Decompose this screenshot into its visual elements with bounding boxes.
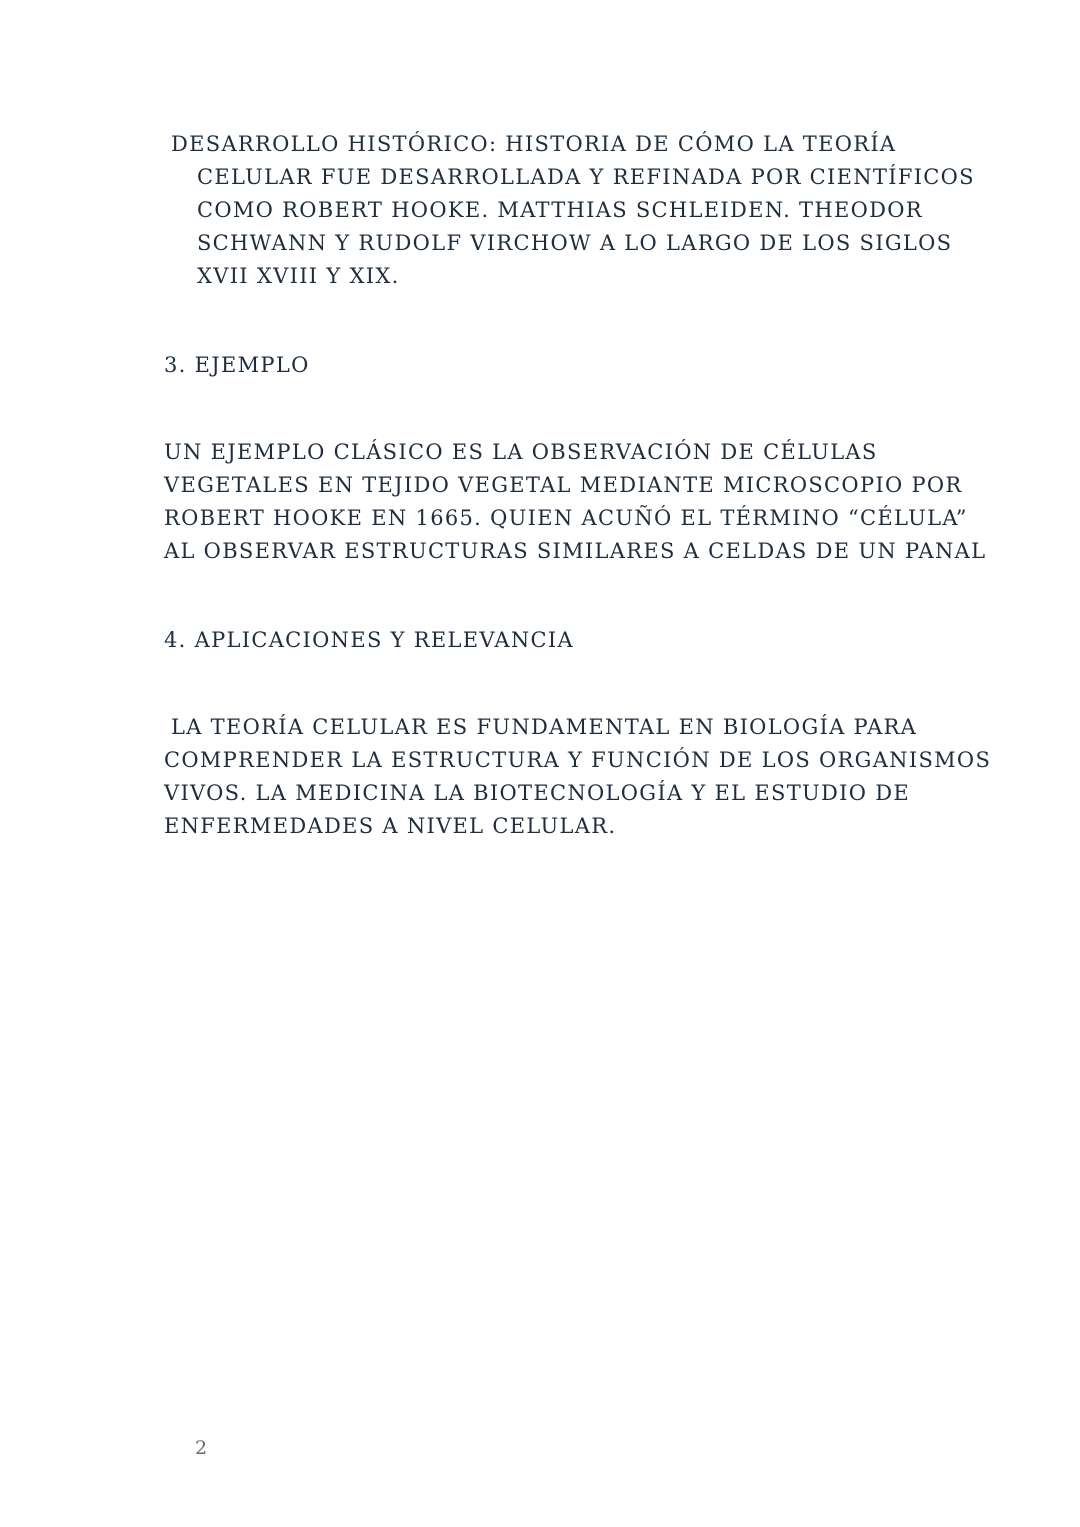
text-line: UN EJEMPLO CLÁSICO ES LA OBSERVACIÓN DE CÉLULAS <box>164 440 878 464</box>
ejemplo-paragraph <box>164 436 986 568</box>
text-line: LA TEORÍA CELULAR ES FUNDAMENTAL EN BIOLOGÍA PARA <box>171 715 918 739</box>
aplicaciones-paragraph-continuation <box>164 744 991 843</box>
aplicaciones-paragraph-first-line <box>171 711 917 744</box>
historico-paragraph-first-line <box>171 128 896 161</box>
text-line: ENFERMEDADES A NIVEL CELULAR. <box>164 814 617 838</box>
text-line: VIVOS. LA MEDICINA LA BIOTECNOLOGÍA Y EL ESTUDIO DE <box>164 781 910 805</box>
page-number: 2 <box>195 1437 208 1459</box>
text-line: AL OBSERVAR ESTRUCTURAS SIMILARES A CELDAS DE UN PANAL <box>164 539 987 563</box>
text-line: VEGETALES EN TEJIDO VEGETAL MEDIANTE MICROSCOPIO POR <box>164 473 963 497</box>
section-heading-ejemplo: 3. EJEMPLO <box>164 353 310 377</box>
text-line: CELULAR FUE DESARROLLADA Y REFINADA POR CIENTÍFICOS <box>197 165 975 189</box>
historico-paragraph-continuation <box>197 161 975 293</box>
text-line: COMO ROBERT HOOKE. MATTHIAS SCHLEIDEN. THEODOR <box>197 198 923 222</box>
text-line: XVII XVIII Y XIX. <box>197 264 400 288</box>
text-line: COMPRENDER LA ESTRUCTURA Y FUNCIÓN DE LOS ORGANISMOS <box>164 748 992 772</box>
text-line: SCHWANN Y RUDOLF VIRCHOW A LO LARGO DE LOS SIGLOS <box>197 231 953 255</box>
text-line: ROBERT HOOKE EN 1665. QUIEN ACUÑÓ EL TÉRMINO “CÉLULA” <box>164 506 968 530</box>
text-line: DESARROLLO HISTÓRICO: HISTORIA DE CÓMO LA TEORÍA <box>171 132 897 156</box>
section-heading-aplicaciones: 4. APLICACIONES Y RELEVANCIA <box>164 628 574 652</box>
